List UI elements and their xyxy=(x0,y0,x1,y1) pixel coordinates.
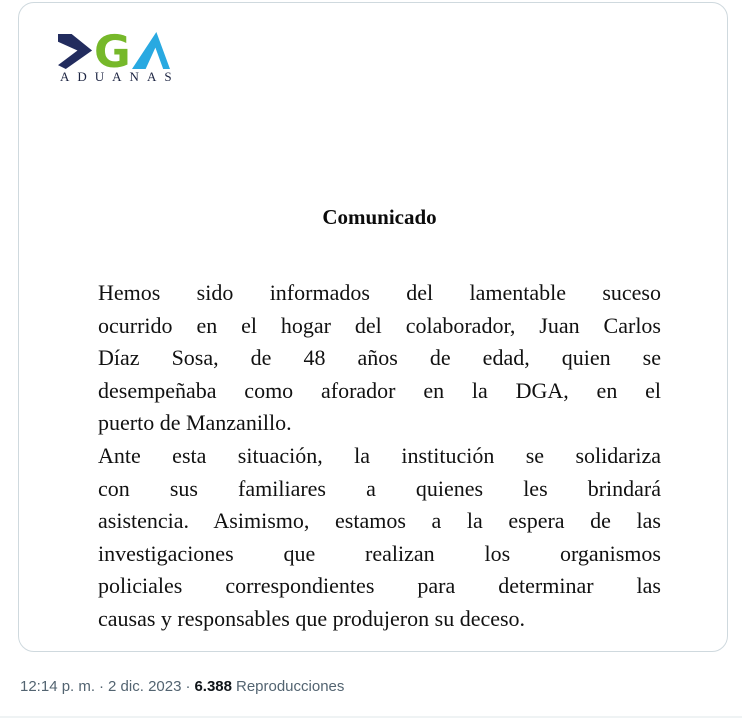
timestamp: 12:14 p. m. xyxy=(20,678,96,695)
communique-paragraph xyxy=(98,440,661,636)
communique-line: investigaciones que realizan los organismos xyxy=(98,540,661,566)
communique-title: Comunicado xyxy=(322,205,437,229)
communique-line: Ante esta situación, la institución se solidariza xyxy=(98,442,661,468)
communique-line: ocurrido en el hogar del colaborador, Juan Carlos xyxy=(98,312,661,338)
communique-line: Díaz Sosa, de 48 años de edad, quien se xyxy=(98,345,661,371)
logo-letter-d-icon xyxy=(58,34,92,69)
communique-line: policiales correspondientes para determinar las xyxy=(98,573,661,599)
dga-logo xyxy=(58,32,208,84)
communique-line: puerto de Manzanillo. xyxy=(98,410,292,436)
separator-dot: · xyxy=(99,678,105,695)
logo-letter-a-icon xyxy=(132,32,170,69)
communique-line: asistencia. Asimismo, estamos a la espera de las xyxy=(98,508,661,534)
separator-dot: · xyxy=(185,678,191,695)
communique-paragraph xyxy=(98,277,661,440)
date: 2 dic. 2023 xyxy=(108,678,182,695)
communique-line: desempeñaba como aforador en la DGA, en el xyxy=(98,377,661,403)
logo-letter-g-icon: G xyxy=(94,32,131,69)
bottom-divider xyxy=(0,716,742,718)
views-label: Reproducciones xyxy=(235,678,345,695)
communique-image[interactable] xyxy=(18,2,728,652)
communique-body xyxy=(98,277,661,636)
logo-wordmark: ADUANAS xyxy=(60,69,180,84)
views-count: 6.388 xyxy=(194,678,232,695)
dga-logo-mark xyxy=(58,32,170,69)
communique-line: con sus familiares a quienes les brindará xyxy=(98,475,661,501)
communique-line: Hemos sido informados del lamentable suceso xyxy=(98,280,661,305)
tweet-metadata xyxy=(20,678,344,695)
communique-line: causas y responsables que produjeron su deceso. xyxy=(98,605,526,631)
